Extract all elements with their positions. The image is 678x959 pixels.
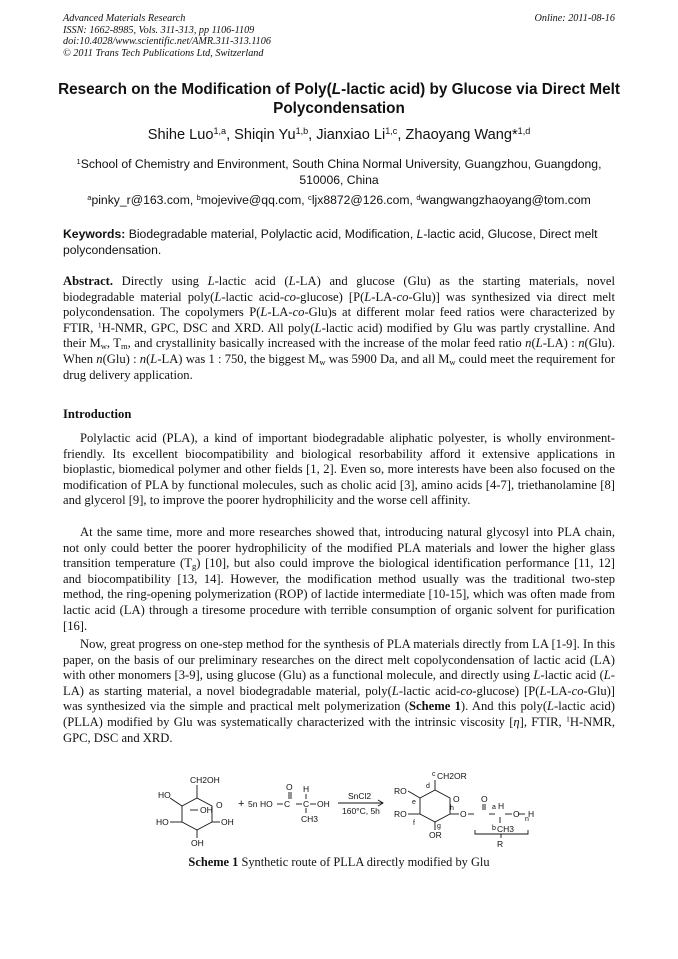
product-n: n bbox=[525, 816, 529, 823]
label-h: h bbox=[450, 805, 454, 812]
product-h: H bbox=[498, 801, 505, 811]
glu-ring-o: O bbox=[216, 800, 223, 810]
journal-name: Advanced Materials Research bbox=[63, 13, 186, 24]
product-ring-o: O bbox=[453, 794, 460, 804]
issn-line: ISSN: 1662-8985, Vols. 311-313, pp 1106-1109 bbox=[63, 24, 255, 36]
glu-oh-right: OH bbox=[221, 817, 234, 827]
scheme-caption-label: Scheme 1 bbox=[188, 855, 239, 869]
lactic-ch3: CH3 bbox=[301, 814, 319, 824]
lactic-c2: C bbox=[303, 799, 310, 809]
lactic-h: H bbox=[303, 784, 310, 794]
product-carbonyl-o: O bbox=[481, 794, 488, 804]
glu-oh-bottom: OH bbox=[191, 838, 204, 848]
label-d: d bbox=[426, 783, 430, 790]
product-end-o: O bbox=[513, 809, 520, 819]
running-header bbox=[63, 13, 615, 59]
product-r: R bbox=[497, 839, 504, 849]
scheme-1-reaction bbox=[150, 772, 550, 857]
intro-paragraph-1: Polylactic acid (PLA), a kind of important biodegradable aliphatic polyester, is wholly environment-friendly. Its excellent biocompatibility and biological resorbability afford it extensive applications in bioplastic, biomedical polymer and other fields [1, 2]. Even so, more interests have been also focused on the modification of PLA by functional molecules, such as cholic acid [3], amino acids [4-7], triethanolamine [8] and glycerol [9], to improve the poorer hydrophilicity and the worse cell affinity. bbox=[63, 431, 615, 508]
author-list: Shihe Luo$^{1,a}$, Shiqin Yu$^{1,b}$, Jianxiao Li$^{1,c}$, Zhaoyang Wang*$^{1,d}$ bbox=[147, 126, 531, 143]
section-heading-introduction: Introduction bbox=[63, 407, 132, 421]
paper-title: Research on the Modification of Poly(L-lactic acid) by Glucose via Direct Melt Polycondensation bbox=[58, 81, 620, 117]
product-ch2or: CH2OR bbox=[437, 772, 467, 781]
product-end-h: H bbox=[528, 809, 535, 819]
abstract: Abstract. Directly using L-lactic acid (L-LA) and glucose (Glu) as the starting materials, novel biodegradable material poly(L-lactic acid-co-glucose) [P(L-LA-co-Glu)] was synthesized via direct melt polycondensation. The copolymers P(L-LA-co-Glu)s at different molar feed ratios were characterized by FTIR, $^1$H-NMR, GPC, DSC and XRD. All poly(L-lactic acid) modified by Glu was partly crystalline. And their $M_w$, $T_m$, and crystallinity basically increased with the increase of the molar feed ratio n(L-LA) : n(Glu). When n(Glu) : n(L-LA) was 1 : 750, the biggest $M_w$ was 5900 Da, and all $M_w$ could meet the requirement for drug delivery application. bbox=[63, 274, 616, 382]
product-link-o: O bbox=[460, 809, 467, 819]
doi-line: doi:10.4028/www.scientific.net/AMR.311-313.1106 bbox=[63, 36, 271, 48]
plus-sign: + bbox=[238, 798, 245, 810]
scheme-caption bbox=[0, 855, 678, 870]
copyright-line: © 2011 Trans Tech Publications Ltd, Switzerland bbox=[63, 47, 264, 59]
keywords: Keywords: Biodegradable material, Polylactic acid, Modification, L-lactic acid, Glucose, Direct melt polycondensation. bbox=[63, 227, 598, 257]
product-ch3: CH3 bbox=[497, 824, 515, 834]
glu-oh-mid: OH bbox=[200, 805, 213, 815]
lactic-ho: HO bbox=[260, 799, 273, 809]
lactic-prefix: 5n bbox=[248, 799, 258, 809]
keywords-label: Keywords: bbox=[63, 227, 126, 241]
affiliation: $^1$School of Chemistry and Environment, South China Normal University, Guangzhou, Guangdong, 510006, China bbox=[76, 156, 602, 187]
glu-ho-bottom: HO bbox=[156, 817, 169, 827]
lactic-carbonyl-o: O bbox=[286, 782, 293, 792]
label-e: e bbox=[412, 799, 416, 806]
reaction-conditions: 160°C, 5h bbox=[342, 806, 380, 816]
email-list: $^a$pinky_r@163.com, $^b$mojevive@qq.com, $^c$ljx8872@126.com, $^d$wangwangzhaoyang@tom.com bbox=[87, 192, 591, 207]
label-f: f bbox=[413, 820, 415, 827]
product-ro-top: RO bbox=[394, 786, 407, 796]
product-ro-left: RO bbox=[394, 809, 407, 819]
label-c: c bbox=[432, 772, 436, 778]
glu-ch2oh: CH2OH bbox=[190, 775, 220, 785]
product-ring bbox=[420, 790, 450, 822]
intro-paragraph-3: Now, great progress on one-step method for the synthesis of PLA materials directly from LA [1-9]. In this paper, on the basis of our preliminary researches on the direct melt copolycondensation of lactic acid (LA) with other monomers [3-9], using glucose (Glu) as a functional molecule, and directly using L-lactic acid (L-LA) as starting material, a novel biodegradable material, poly(L-lactic acid-co-glucose) [P(L-LA-co-Glu)] was synthesized via the simple and practical melt polymerization (Scheme 1). And this poly(L-lactic acid) (PLLA) modified by Glu was systematically characterized with the intrinsic viscosity [η], FTIR, $^1$H-NMR, GPC, DSC and XRD. bbox=[63, 637, 616, 745]
reagent-sncl2: SnCl2 bbox=[348, 791, 372, 801]
label-b: b bbox=[492, 825, 496, 832]
product-or: OR bbox=[429, 830, 442, 840]
scheme-caption-text: Synthetic route of PLLA directly modified by Glu bbox=[241, 855, 490, 869]
lactic-c1: C bbox=[284, 799, 291, 809]
label-a: a bbox=[492, 804, 496, 811]
abstract-label: Abstract. bbox=[63, 274, 114, 288]
label-g: g bbox=[437, 823, 441, 830]
online-date: Online: 2011-08-16 bbox=[534, 13, 615, 24]
glu-ho-left: HO bbox=[158, 790, 171, 800]
intro-paragraph-2: At the same time, more and more researches showed that, introducing natural glycosyl into PLA chain, not only could better the poorer hydrophilicity of the modified PLA materials and lower the higher glass transition temperature $(T_g)$ [10], but also could improve the biological identification performance [11, 12] and biocompatibility [13, 14]. However, the modification method usually was the traditional two-step method, the ring-opening polymerization (ROP) of lactide intermediate [10-15], which was often made from lactic acid (LA) through a tiresome procedure with terrible consumption of organic solvent for purification [16]. bbox=[63, 525, 616, 633]
lactic-oh: OH bbox=[317, 799, 330, 809]
